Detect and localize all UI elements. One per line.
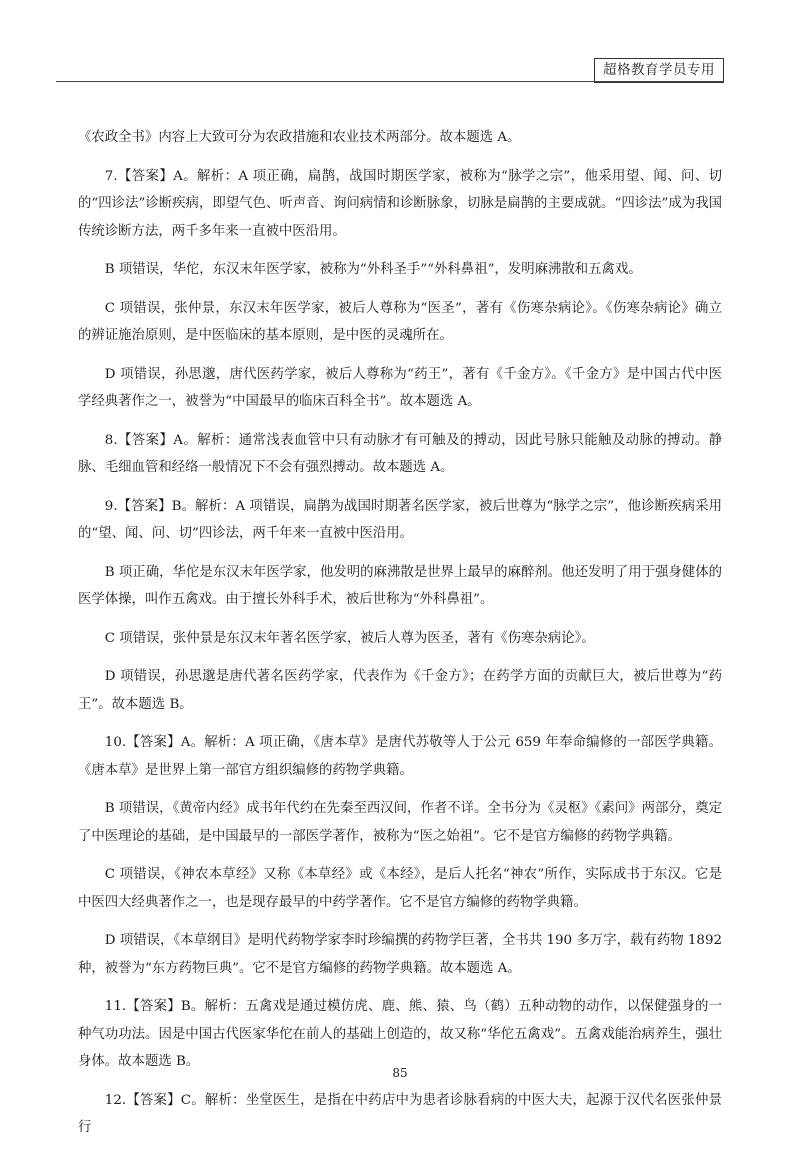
header-rule [56,81,724,82]
paragraph: D 项错误，《本草纲目》是明代药物学家李时珍编撰的药物学巨著，全书共 190 多万字，载有药物 1892 种，被誉为“东方药物巨典”。它不是官方编修的药物学典籍。故本题选 A。 [78,933,722,976]
paragraph: C 项错误，《神农本草经》又称《本草经》或《本经》，是后人托名“神农”所作，实际成书于东汉。它是中医四大经典著作之一，也是现存最早的中药学著作。它不是官方编修的药物学典籍。 [78,867,722,910]
paragraph: 《农政全书》内容上大致可分为农政措施和农业技术两部分。故本题选 A。 [78,130,521,145]
paragraph: 7.【答案】A。解析：A 项正确，扁鹊，战国时期医学家，被称为“脉学之宗”，他采用望、闻、问、切的“四诊法”诊断疾病，即望气色、听声音、询问病情和诊断脉象，切脉是扁鹊的主要成就。“四诊法”成为我国传统诊断方法，两千多年来一直被中医沿用。 [78,168,722,239]
paragraph: C 项错误，张仲景是东汉末年著名医学家，被后人尊为医圣，著有《伤寒杂病论》。 [104,630,595,646]
paragraph: D 项错误，孙思邈是唐代著名医药学家，代表作为《千金方》；在药学方面的贡献巨大，被后世尊为“药王”。故本题选 B。 [78,669,722,712]
paragraph: 8.【答案】A。解析：通常浅表血管中只有动脉才有可触及的搏动，因此号脉只能触及动脉的搏动。静脉、毛细血管和经络一般情况下不会有强烈搏动。故本题选 A。 [78,432,722,475]
header-badge: 超格教育学员专用 [594,58,724,83]
paragraph: B 项正确，华佗是东汉末年医学家，他发明的麻沸散是世界上最早的麻醉剂。他还发明了用于强身健体的医学体操，叫作五禽戏。由于擅长外科手术，被后世称为“外科鼻祖”。 [78,564,722,607]
paragraph: 12.【答案】C。解析：坐堂医生，是指在中药店中为患者诊脉看病的中医大夫，起源于汉代名医张仲景行 [78,1092,722,1135]
paragraph: 11.【答案】B。解析：五禽戏是通过模仿虎、鹿、熊、猿、鸟（鹤）五种动物的动作，以保健强身的一种气功功法。因是中国古代医家华佗在前人的基础上创造的，故又称“华佗五禽戏”。五禽戏能治病养生，强壮身体。故本题选 B。 [78,999,722,1069]
paragraph: C 项错误，张仲景，东汉末年医学家，被后人尊称为“医圣”，著有《伤寒杂病论》。《伤寒杂病论》确立的辨证施治原则，是中医临床的基本原则，是中医的灵魂所在。 [78,300,722,343]
page-content [78,124,722,1153]
paragraph: 9.【答案】B。解析：A 项错误，扁鹊为战国时期著名医学家，被后世尊为“脉学之宗”，他诊断疾病采用的“望、闻、问、切”四诊法，两千年来一直被中医沿用。 [78,498,722,541]
paragraph: B 项错误，华佗，东汉末年医学家，被称为“外科圣手”“外科鼻祖”，发明麻沸散和五禽戏。 [104,262,642,277]
paragraph: B 项错误，《黄帝内经》成书年代约在先秦至西汉间，作者不详。全书分为《灵枢》《素问》两部分，奠定了中医理论的基础，是中国最早的一部医学著作，被称为“医之始祖”。它不是官方编修的药物学典籍。 [78,801,722,844]
page-number: 85 [392,1066,408,1080]
paragraph: D 项错误，孙思邈，唐代医药学家，被后人尊称为“药王”，著有《千金方》。《千金方》是中国古代中医学经典著作之一，被誉为“中国最早的临床百科全书”。故本题选 A。 [78,366,722,409]
paragraph: 10.【答案】A。解析：A 项正确，《唐本草》是唐代苏敬等人于公元 659 年奉命编修的一部医学典籍。《唐本草》是世界上第一部官方组织编修的药物学典籍。 [78,735,722,778]
